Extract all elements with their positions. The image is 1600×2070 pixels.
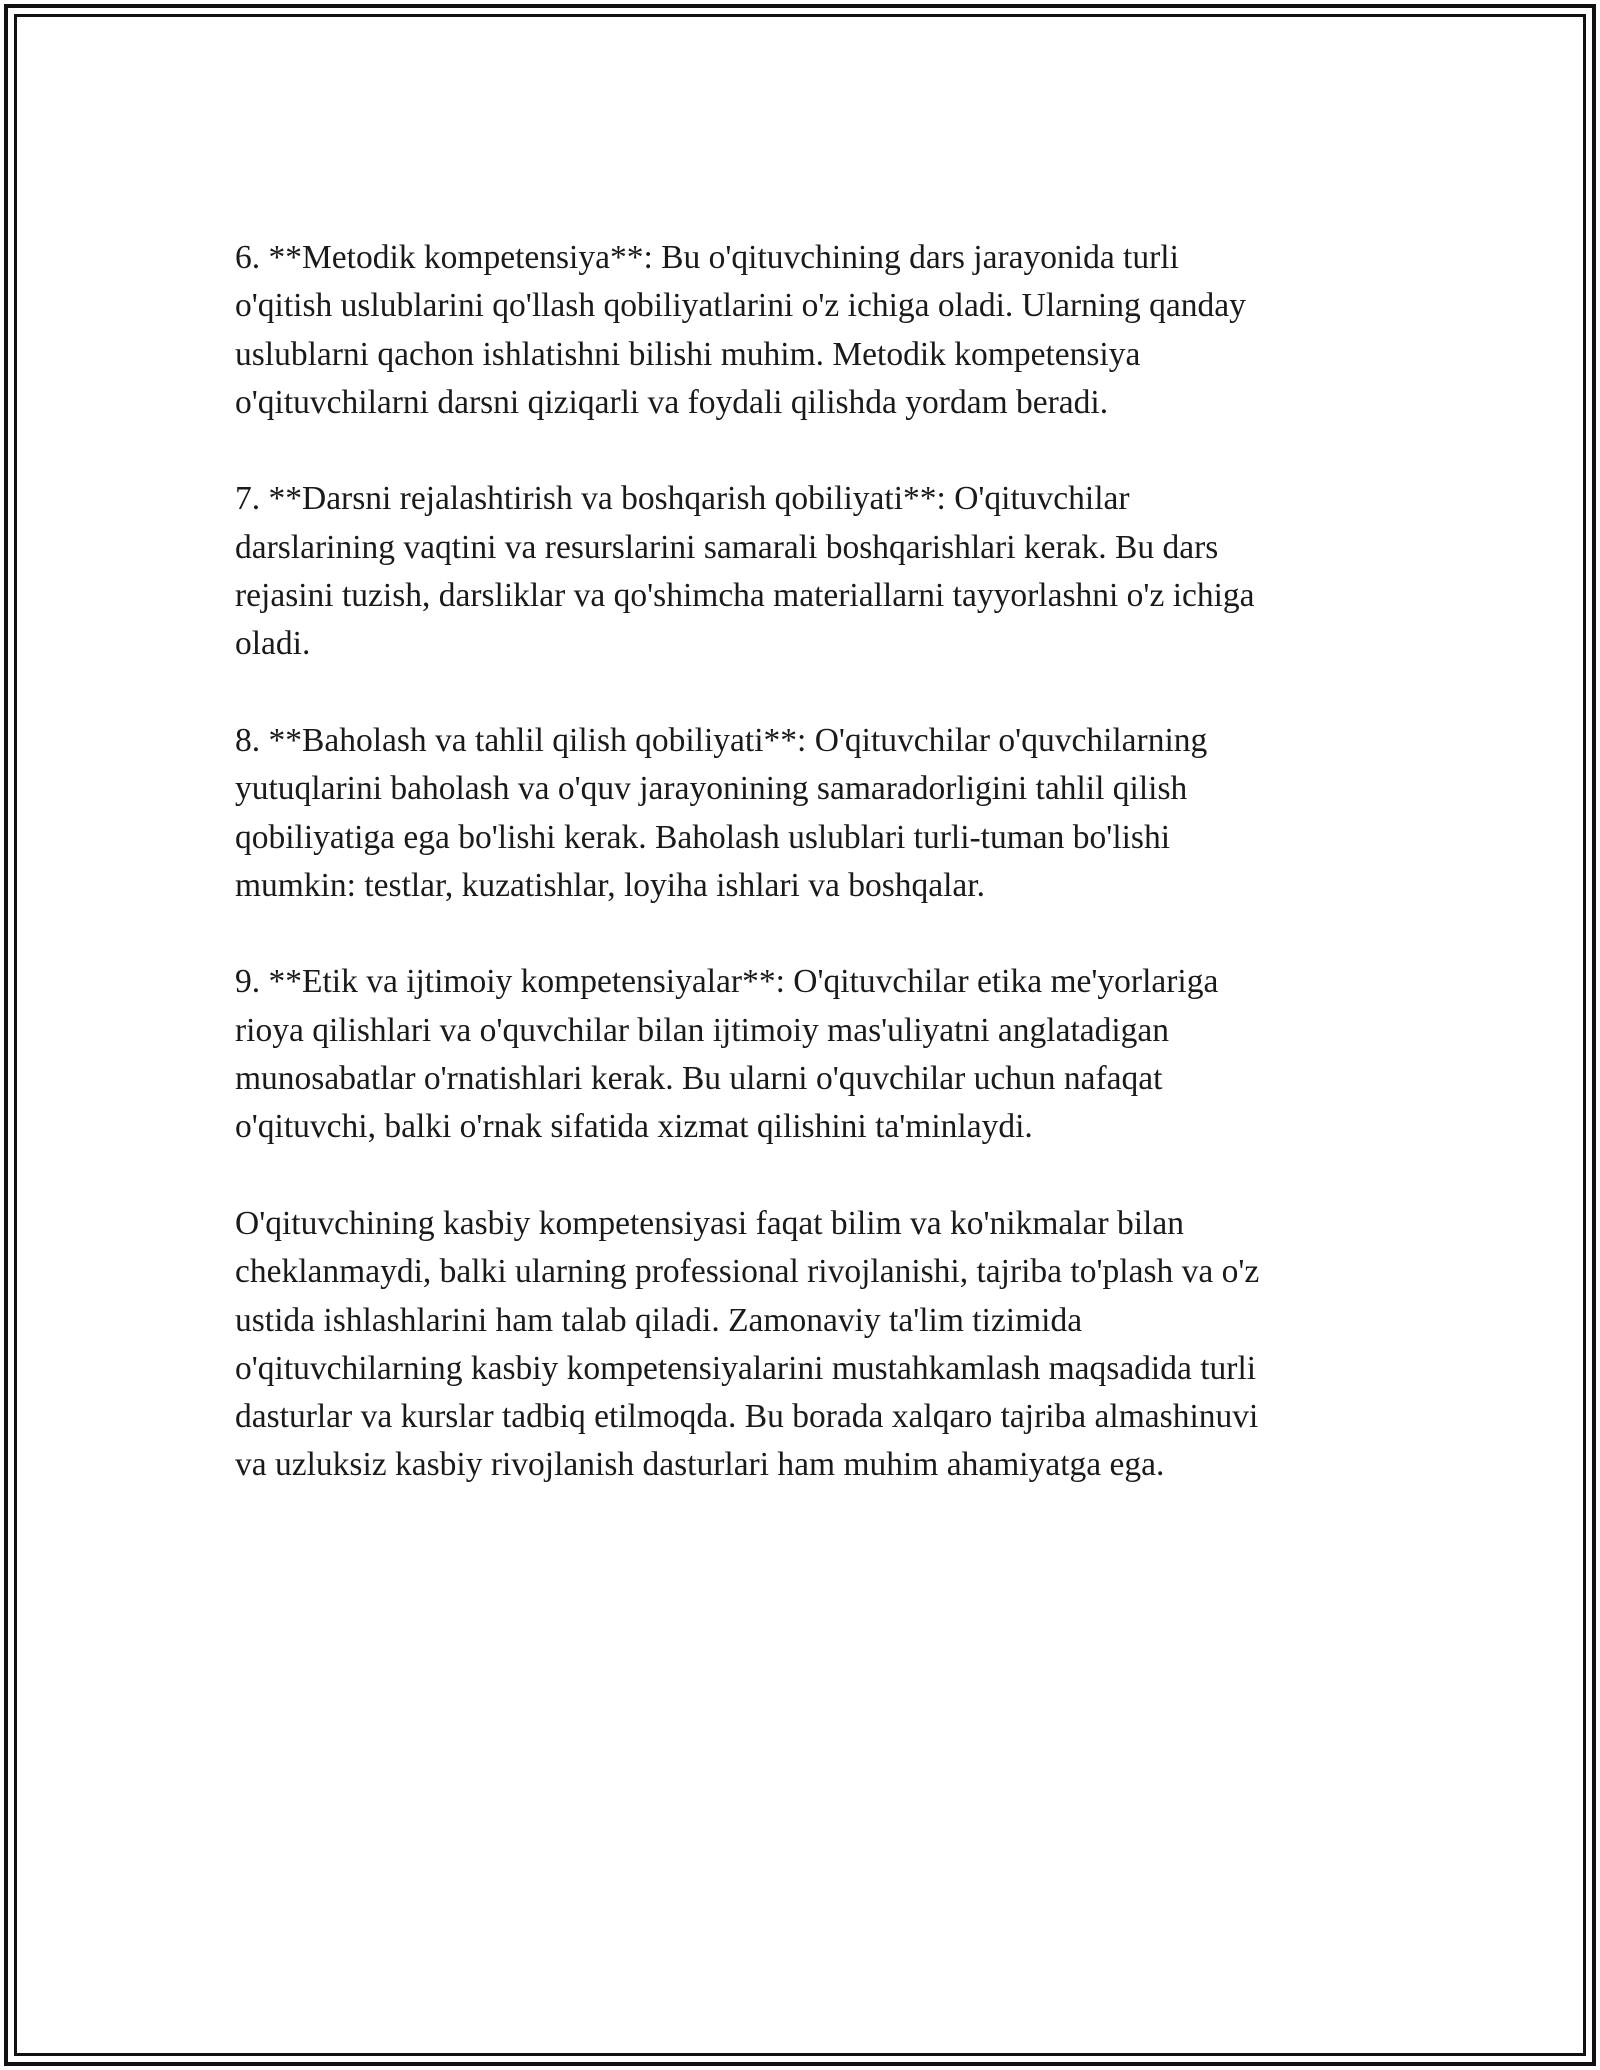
text-line: oladi. xyxy=(235,625,311,663)
paragraph-conclusion xyxy=(235,1200,1365,1490)
text-line: o'qituvchilarning kasbiy kompetensiyalarini mustahkamlash maqsadida turli xyxy=(235,1349,1257,1387)
paragraph-lesson-planning xyxy=(235,475,1365,668)
text-line: o'qitish uslublarini qo'llash qobiliyatlarini o'z ichiga oladi. Ularning qanday xyxy=(235,287,1246,325)
text-line: dasturlar va kurslar tadbiq etilmoqda. Bu borada xalqaro tajriba almashinuvi xyxy=(235,1398,1259,1436)
text-line: mumkin: testlar, kuzatishlar, loyiha ishlari va boshqalar. xyxy=(235,866,985,904)
text-line: munosabatlar o'rnatishlari kerak. Bu ularni o'quvchilar uchun nafaqat xyxy=(235,1060,1163,1098)
text-line: yutuqlarini baholash va o'quv jarayonining samaradorligini tahlil qilish xyxy=(235,770,1188,808)
paragraph-assessment xyxy=(235,717,1365,910)
text-line: rioya qilishlari va o'quvchilar bilan ijtimoiy mas'uliyatni anglatadigan xyxy=(235,1011,1170,1049)
text-line: 8. **Baholash va tahlil qilish qobiliyati**: O'qituvchilar o'quvchilarning xyxy=(235,721,1208,759)
text-line: 9. **Etik va ijtimoiy kompetensiyalar**: O'qituvchilar etika me'yorlariga xyxy=(235,963,1219,1001)
text-line: rejasini tuzish, darsliklar va qo'shimcha materiallarni tayyorlashni o'z ichiga xyxy=(235,577,1255,615)
paragraph-methodological-competence xyxy=(235,234,1365,427)
text-line: 7. **Darsni rejalashtirish va boshqarish qobiliyati**: O'qituvchilar xyxy=(235,480,1130,518)
text-line: ustida ishlashlarini ham talab qiladi. Zamonaviy ta'lim tizimida xyxy=(235,1301,1083,1339)
text-line: 6. **Metodik kompetensiya**: Bu o'qituvchining dars jarayonida turli xyxy=(235,239,1179,276)
document-body xyxy=(235,234,1365,1538)
text-line: qobiliyatiga ega bo'lishi kerak. Baholash uslublari turli-tuman bo'lishi xyxy=(235,818,1171,856)
paragraph-ethical-social xyxy=(235,958,1365,1151)
text-line: o'qituvchilarni darsni qiziqarli va foydali qilishda yordam beradi. xyxy=(235,383,1109,421)
text-line: va uzluksiz kasbiy rivojlanish dasturlari ham muhim ahamiyatga ega. xyxy=(235,1446,1165,1484)
text-line: o'qituvchi, balki o'rnak sifatida xizmat qilishini ta'minlaydi. xyxy=(235,1108,1033,1146)
text-line: O'qituvchining kasbiy kompetensiyasi faqat bilim va ko'nikmalar bilan xyxy=(235,1204,1184,1242)
text-line: uslublarni qachon ishlatishni bilishi muhim. Metodik kompetensiya xyxy=(235,335,1141,373)
text-line: darslarining vaqtini va resurslarini samarali boshqarishlari kerak. Bu dars xyxy=(235,528,1219,566)
text-line: cheklanmaydi, balki ularning professional rivojlanishi, tajriba to'plash va o'z xyxy=(235,1253,1260,1291)
